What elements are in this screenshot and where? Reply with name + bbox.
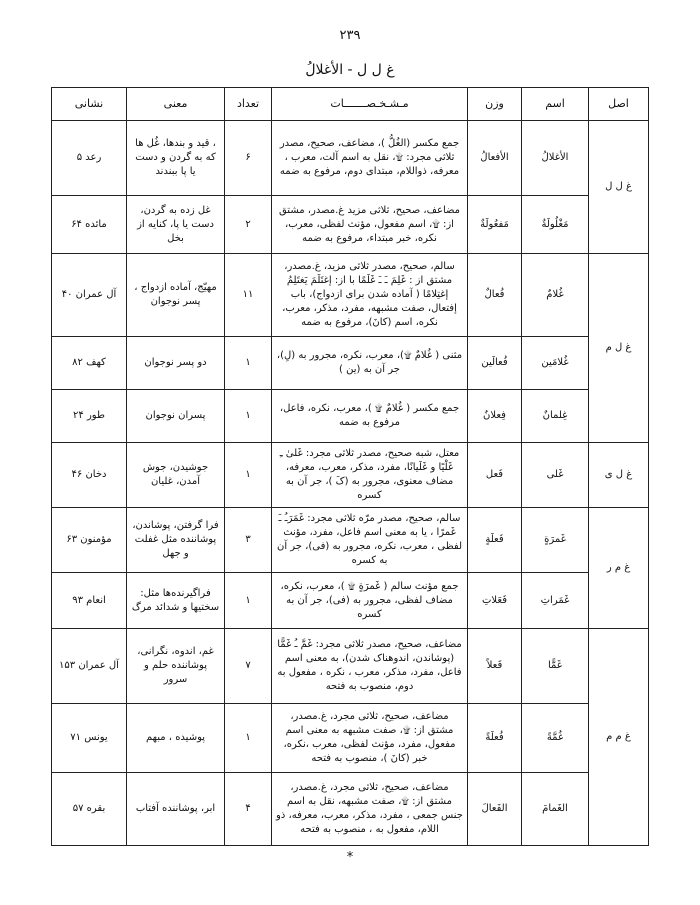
word-cell: الغَمامَ [522, 773, 589, 846]
sign-cell: یونس ۷۱ [52, 704, 127, 773]
count-cell: ۱ [225, 337, 272, 390]
table-row [52, 390, 649, 443]
footer-star: * [346, 850, 354, 865]
pattern-cell: مَفعُولَةٌ [468, 196, 522, 254]
count-cell: ۱ [225, 573, 272, 629]
table-row [52, 121, 649, 196]
root-cell: غ ل م [589, 254, 649, 443]
count-cell: ۱ [225, 704, 272, 773]
meaning-cell: فراگیرنده‌ها مثل: سختیها و شدائد مرگ [127, 573, 225, 629]
page-title: غ ل ل - الأغلالُ [305, 62, 395, 78]
sign-cell: بقره ۵۷ [52, 773, 127, 846]
count-cell: ۱ [225, 390, 272, 443]
sign-cell: آل عمران ۴۰ [52, 254, 127, 337]
spec-cell: مضاعف، صحیح، مصدر ثلاثی مجرد: غَمَّ ـُ غَمًّا (پوشاندن، اندوهناک شدن)، به معنی اسم فاعل، مفرد، مذکر، معرب ، نکره ، مفعول به دوم، منصوب به فتحه [272, 629, 468, 704]
root-cell: غ م ر [589, 508, 649, 629]
table-row [52, 508, 649, 573]
table-row [52, 443, 649, 508]
pattern-cell: فَعلاً [468, 629, 522, 704]
header-spec: مـشـخـصـــــــات [272, 88, 468, 121]
meaning-cell: غم، اندوه، نگرانی، پوشاننده حلم و سرور [127, 629, 225, 704]
word-cell: الأغلالُ [522, 121, 589, 196]
sign-cell: کهف ۸۲ [52, 337, 127, 390]
header-word: اسم [522, 88, 589, 121]
pattern-cell: فِعلانٌ [468, 390, 522, 443]
meaning-cell: جوشیدن، جوش آمدن، غلیان [127, 443, 225, 508]
spec-cell: جمع مکسر (الغُلُّ )، مضاعف، صحیح، مصدر ثلاثی مجرد: ۩، نقل به اسم آلت، معرب ، معرفه، ذواللام، مبتدای دوم، مرفوع به ضمه [272, 121, 468, 196]
word-cell: غُمَّةً [522, 704, 589, 773]
pattern-cell: فُعلَةً [468, 704, 522, 773]
spec-cell: مضاعف، صحیح، ثلاثی مزید غ.مصدر، مشتق از: ۩، اسم مفعول، مؤنث لفظی، معرب، نکره، خبر مبتداء، مرفوع به ضمه [272, 196, 468, 254]
table-row [52, 773, 649, 846]
word-cell: مَغْلُولَةٌ [522, 196, 589, 254]
spec-cell: مثنی ( غُلامٌ ۩)، معرب، نکره، مجرور به (لِ)، جر آن به (ین ) [272, 337, 468, 390]
root-cell: غ ل ل [589, 121, 649, 254]
sign-cell: آل عمران ۱۵۳ [52, 629, 127, 704]
header-pattern: وزن [468, 88, 522, 121]
lexicon-table [51, 87, 649, 846]
header-meaning: معنی [127, 88, 225, 121]
header-root: اصل [589, 88, 649, 121]
pattern-cell: فَعلَةٍ [468, 508, 522, 573]
count-cell: ۶ [225, 121, 272, 196]
count-cell: ۲ [225, 196, 272, 254]
table-row [52, 629, 649, 704]
spec-cell: سالم، صحیح، مصدر مرّه ثلاثی مجرد: غَمَرَـُ ـَ غَمرًا ، یا به معنی اسم فاعل، مفرد، مؤنث لفظی ، معرب، نکره، مجرور به (فی)، جر آن به کسره [272, 508, 468, 573]
page-number: ۲۳۹ [339, 28, 361, 43]
header-sign: نشانی [52, 88, 127, 121]
pattern-cell: فُعالٌ [468, 254, 522, 337]
spec-cell: مضاعف، صحیح، ثلاثی مجرد، غ.مصدر، مشتق از: ۩، صفت مشبهه، نقل به اسم جنس جمعی ، مفرد، مذکر، معرب، معرفه، ذو اللام، مفعول به ، منصوب به فتحه [272, 773, 468, 846]
count-cell: ۱۱ [225, 254, 272, 337]
sign-cell: مائده ۶۴ [52, 196, 127, 254]
header-count: تعداد [225, 88, 272, 121]
meaning-cell: دو پسر نوجوان [127, 337, 225, 390]
sign-cell: انعام ۹۳ [52, 573, 127, 629]
word-cell: غَلی [522, 443, 589, 508]
word-cell: غُلامٌ [522, 254, 589, 337]
word-cell: غَمرَةٍ [522, 508, 589, 573]
word-cell: غِلمانٌ [522, 390, 589, 443]
count-cell: ۴ [225, 773, 272, 846]
sign-cell: دخان ۴۶ [52, 443, 127, 508]
meaning-cell: غل زده به گردن، دست یا پا، کنایه از بخل [127, 196, 225, 254]
spec-cell: جمع مکسر ( غُلامٌ ۩ )، معرب، نکره، فاعل، مرفوع به ضمه [272, 390, 468, 443]
word-cell: غُلامَين [522, 337, 589, 390]
root-cell: غ م م [589, 629, 649, 846]
table-row [52, 573, 649, 629]
spec-cell: جمع مؤنث سالم ( غَمرَةٍ ۩ )، معرب، نکره، مضاف لفظی، مجرور به (فی)، جر آن به کسره [272, 573, 468, 629]
spec-cell: معتل، شبه صحیح، مصدر ثلاثی مجرد: غَلیٰ ـِ غَلْيًا و غَلَيانًا، مفرد، مذکر، معرب، معرفه، مضاف معنوی، مجرور به (کَ )، جر آن به کسره [272, 443, 468, 508]
root-cell: غ ل ی [589, 443, 649, 508]
count-cell: ۷ [225, 629, 272, 704]
meaning-cell: ، قید و بندها، غُل ها که به گردن و دست یا پا ببندند [127, 121, 225, 196]
sign-cell: طور ۲۴ [52, 390, 127, 443]
word-cell: غَمًّا [522, 629, 589, 704]
table-header-row [52, 88, 649, 121]
pattern-cell: الأفعالُ [468, 121, 522, 196]
spec-cell: مضاعف، صحیح، ثلاثی مجرد، غ.مصدر، مشتق از: ۩، صفت مشبهه به معنی اسم مفعول، مفرد، مؤنث لفظی، معرب ،نکره، خبر (کانَ )، منصوب به فتحه [272, 704, 468, 773]
table-row [52, 196, 649, 254]
table-row [52, 704, 649, 773]
spec-cell: سالم، صحیح، مصدر ثلاثی مزید، غ.مصدر، مشتق از : غَلِمَ ـَ ـَ غَلَمًا با از: إغتَلَمَ يَغتَلِمُ إغتِلامًا ( آماده شدن برای ازدواج)، باب إفتعال، صفت مشبهه، مفرد، مذکر، معرب، نکره، اسم (کانَ)، مرفوع به ضمه [272, 254, 468, 337]
pattern-cell: فَعَلاتِ [468, 573, 522, 629]
meaning-cell: مهیّج، آماده ازدواج ، پسر نوجوان [127, 254, 225, 337]
table-row [52, 337, 649, 390]
pattern-cell: الفَعالَ [468, 773, 522, 846]
word-cell: غَمَراتِ [522, 573, 589, 629]
meaning-cell: پسران نوجوان [127, 390, 225, 443]
meaning-cell: ابر، پوشاننده آفتاب [127, 773, 225, 846]
pattern-cell: فُعالَين [468, 337, 522, 390]
table-row [52, 254, 649, 337]
pattern-cell: فَعل [468, 443, 522, 508]
count-cell: ۳ [225, 508, 272, 573]
meaning-cell: پوشیده ، مبهم [127, 704, 225, 773]
count-cell: ۱ [225, 443, 272, 508]
sign-cell: مؤمنون ۶۳ [52, 508, 127, 573]
meaning-cell: فرا گرفتن، پوشاندن، پوشاننده مثل غفلت و جهل [127, 508, 225, 573]
sign-cell: رعد ۵ [52, 121, 127, 196]
